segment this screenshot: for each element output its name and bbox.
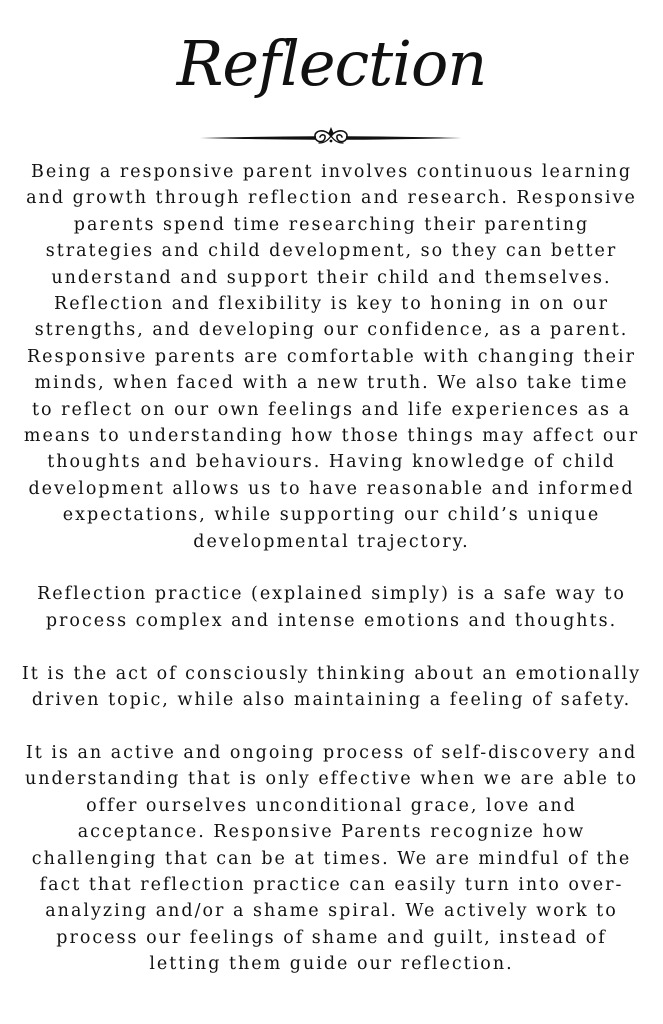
paragraph-self-discovery: It is an active and ongoing process of self-discovery and understanding that is only effective when we are able to offer ourselves unconditional grace, love and acceptance. Responsive Parents recognize how challenging that can be at times. We are mindful of the fact that reflection practice can easily turn into over-analyzing and/or a shame spiral. We actively work to process our feelings of shame and guilt, instead of letting them guide our reflection.	[24, 742, 639, 975]
article-body	[20, 159, 643, 1004]
flourish-divider-icon	[198, 124, 464, 152]
page-title: Reflection	[176, 27, 487, 100]
paragraph-conscious-thinking: It is the act of consciously thinking about an emotionally driven topic, while also maintaining a feeling of safety.	[21, 663, 642, 711]
paragraph-reflection-definition: Reflection practice (explained simply) is a safe way to process complex and intense emotions and thoughts.	[37, 584, 626, 631]
paragraph-responsive-parenting: Being a responsive parent involves continuous learning and growth through reflection and research. Responsive parents spend time researching their parenting strategies and child development, so they can better understand and support their child and themselves. Reflection and flexibility is key to honing in on our strengths, and developing our confidence, as a parent. Responsive parents are comfortable with changing their minds, when faced with a new truth. We also take time to reflect on our own feelings and life experiences as a means to understanding how those things may affect our thoughts and behaviours. Having knowledge of child development allows us to have reasonable and informed expectations, while supporting our child’s unique developmental trajectory.	[23, 162, 640, 552]
